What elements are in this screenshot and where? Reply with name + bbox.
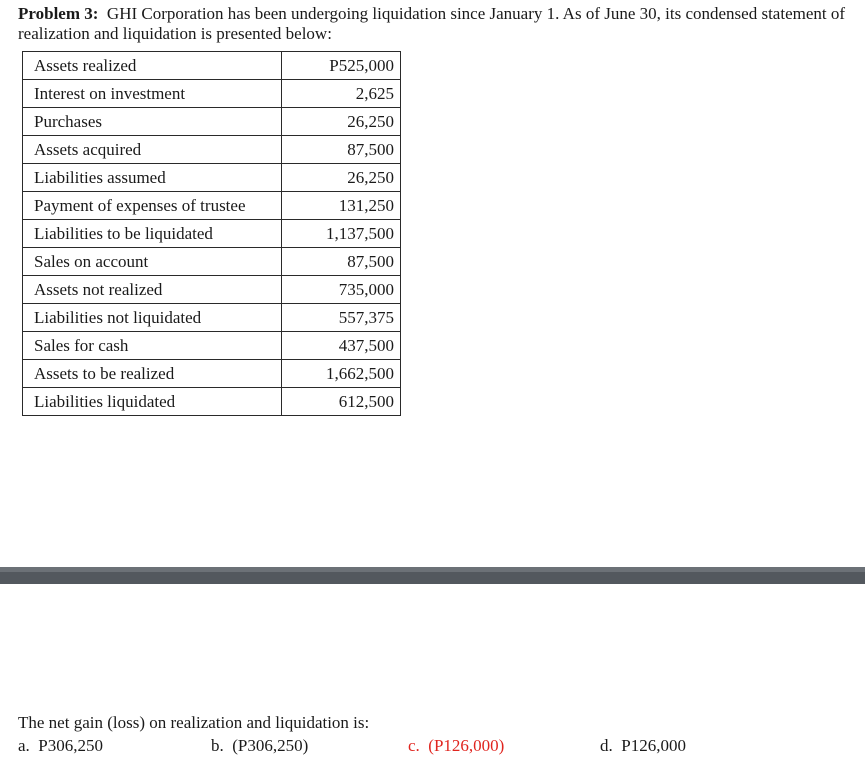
problem-statement bbox=[18, 4, 863, 44]
row-label: Purchases bbox=[23, 108, 282, 136]
row-label: Sales for cash bbox=[23, 332, 282, 360]
choice-letter: c. bbox=[408, 736, 420, 755]
realization-liquidation-table bbox=[22, 51, 401, 416]
row-label: Assets acquired bbox=[23, 136, 282, 164]
table-row bbox=[23, 164, 401, 192]
choice-b[interactable] bbox=[211, 736, 308, 756]
row-label: Sales on account bbox=[23, 248, 282, 276]
row-amount: 87,500 bbox=[282, 136, 401, 164]
row-amount: 735,000 bbox=[282, 276, 401, 304]
table-row bbox=[23, 332, 401, 360]
table-row bbox=[23, 360, 401, 388]
choice-letter: b. bbox=[211, 736, 224, 755]
row-amount: 87,500 bbox=[282, 248, 401, 276]
row-label: Payment of expenses of trustee bbox=[23, 192, 282, 220]
row-label: Liabilities to be liquidated bbox=[23, 220, 282, 248]
choice-d[interactable] bbox=[600, 736, 686, 756]
row-amount: 1,137,500 bbox=[282, 220, 401, 248]
table-row bbox=[23, 304, 401, 332]
choice-value: P126,000 bbox=[621, 736, 686, 755]
table-row bbox=[23, 136, 401, 164]
row-amount: 131,250 bbox=[282, 192, 401, 220]
row-amount: 612,500 bbox=[282, 388, 401, 416]
row-label: Assets to be realized bbox=[23, 360, 282, 388]
choice-value: (P126,000) bbox=[428, 736, 505, 755]
table-row bbox=[23, 388, 401, 416]
table-row bbox=[23, 52, 401, 80]
table-row bbox=[23, 276, 401, 304]
row-amount: 557,375 bbox=[282, 304, 401, 332]
divider-highlight bbox=[0, 567, 865, 572]
row-label: Liabilities assumed bbox=[23, 164, 282, 192]
row-label: Assets realized bbox=[23, 52, 282, 80]
choice-value: P306,250 bbox=[38, 736, 104, 755]
table-row bbox=[23, 248, 401, 276]
problem-description: GHI Corporation has been undergoing liquidation since January 1. As of June 30, its condensed statement of realization and liquidation is presented below: bbox=[18, 4, 846, 43]
table-row bbox=[23, 80, 401, 108]
table-row bbox=[23, 220, 401, 248]
choice-letter: a. bbox=[18, 736, 30, 755]
row-amount: 26,250 bbox=[282, 164, 401, 192]
table-row bbox=[23, 108, 401, 136]
answer-choices bbox=[0, 736, 865, 758]
choice-c[interactable] bbox=[408, 736, 504, 756]
row-amount: 2,625 bbox=[282, 80, 401, 108]
row-amount: 1,662,500 bbox=[282, 360, 401, 388]
row-amount: 26,250 bbox=[282, 108, 401, 136]
row-label: Interest on investment bbox=[23, 80, 282, 108]
choice-a[interactable] bbox=[18, 736, 103, 756]
question-text: The net gain (loss) on realization and liquidation is: bbox=[18, 713, 370, 732]
problem-number: Problem 3: bbox=[18, 4, 99, 23]
row-label: Liabilities liquidated bbox=[23, 388, 282, 416]
choice-value: (P306,250) bbox=[232, 736, 309, 755]
row-amount: 437,500 bbox=[282, 332, 401, 360]
table-row bbox=[23, 192, 401, 220]
page-divider bbox=[0, 567, 865, 584]
choice-letter: d. bbox=[600, 736, 613, 755]
row-amount: P525,000 bbox=[282, 52, 401, 80]
row-label: Liabilities not liquidated bbox=[23, 304, 282, 332]
row-label: Assets not realized bbox=[23, 276, 282, 304]
